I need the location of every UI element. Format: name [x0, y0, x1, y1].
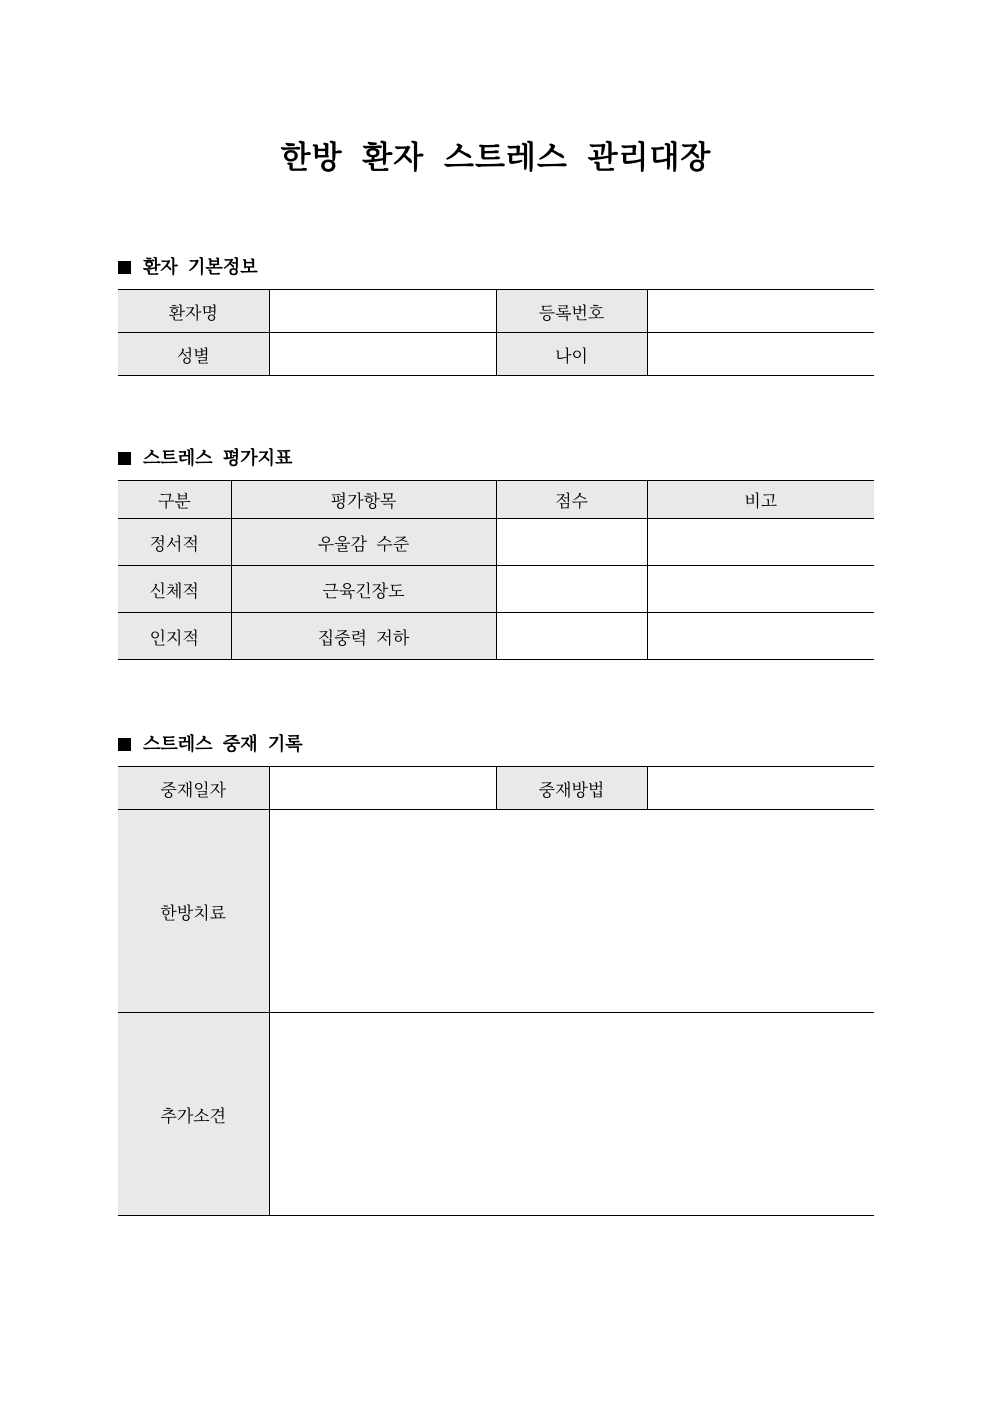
- section-heading-text: 스트레스 평가지표: [143, 448, 293, 469]
- table-row: [118, 519, 874, 566]
- score-field[interactable]: [496, 613, 647, 660]
- label-age: 나이: [496, 333, 647, 376]
- section-heading-text: 스트레스 중재 기록: [143, 734, 303, 755]
- herbal-treatment-field[interactable]: [269, 810, 874, 1013]
- item-cell: 근육긴장도: [231, 566, 496, 613]
- note-field[interactable]: [647, 613, 874, 660]
- section-heading-stress-index: [118, 444, 292, 470]
- registration-number-field[interactable]: [647, 290, 874, 333]
- additional-opinion-field[interactable]: [269, 1013, 874, 1216]
- item-cell: 집중력 저하: [231, 613, 496, 660]
- document-title: 한방 환자 스트레스 관리대장: [280, 140, 712, 176]
- patient-name-field[interactable]: [269, 290, 496, 333]
- table-row: [118, 767, 874, 810]
- table-row: [118, 566, 874, 613]
- label-sex: 성별: [118, 333, 269, 376]
- note-field[interactable]: [647, 566, 874, 613]
- label-intervention-date: 중재일자: [118, 767, 269, 810]
- patient-info-table: [118, 289, 874, 376]
- square-bullet-icon: [118, 452, 131, 465]
- item-cell: 우울감 수준: [231, 519, 496, 566]
- section-heading-text: 환자 기본정보: [143, 257, 258, 278]
- label-registration-number: 등록번호: [496, 290, 647, 333]
- column-header-item: 평가항목: [231, 481, 496, 519]
- label-additional-opinion: 추가소견: [118, 1013, 269, 1216]
- square-bullet-icon: [118, 261, 131, 274]
- table-header-row: [118, 481, 874, 519]
- square-bullet-icon: [118, 738, 131, 751]
- table-row: [118, 333, 874, 376]
- column-header-note: 비고: [647, 481, 874, 519]
- category-cell: 인지적: [118, 613, 231, 660]
- column-header-score: 점수: [496, 481, 647, 519]
- stress-index-table: [118, 480, 874, 660]
- section-heading-patient-info: [118, 253, 258, 279]
- intervention-date-field[interactable]: [269, 767, 496, 810]
- age-field[interactable]: [647, 333, 874, 376]
- table-row: [118, 810, 874, 1013]
- intervention-method-field[interactable]: [647, 767, 874, 810]
- section-heading-intervention: [118, 730, 303, 756]
- label-herbal-treatment: 한방치료: [118, 810, 269, 1013]
- intervention-table: [118, 766, 874, 1216]
- table-row: [118, 613, 874, 660]
- table-row: [118, 1013, 874, 1216]
- table-row: [118, 290, 874, 333]
- label-patient-name: 환자명: [118, 290, 269, 333]
- score-field[interactable]: [496, 566, 647, 613]
- sex-field[interactable]: [269, 333, 496, 376]
- column-header-category: 구분: [118, 481, 231, 519]
- note-field[interactable]: [647, 519, 874, 566]
- label-intervention-method: 중재방법: [496, 767, 647, 810]
- score-field[interactable]: [496, 519, 647, 566]
- category-cell: 정서적: [118, 519, 231, 566]
- category-cell: 신체적: [118, 566, 231, 613]
